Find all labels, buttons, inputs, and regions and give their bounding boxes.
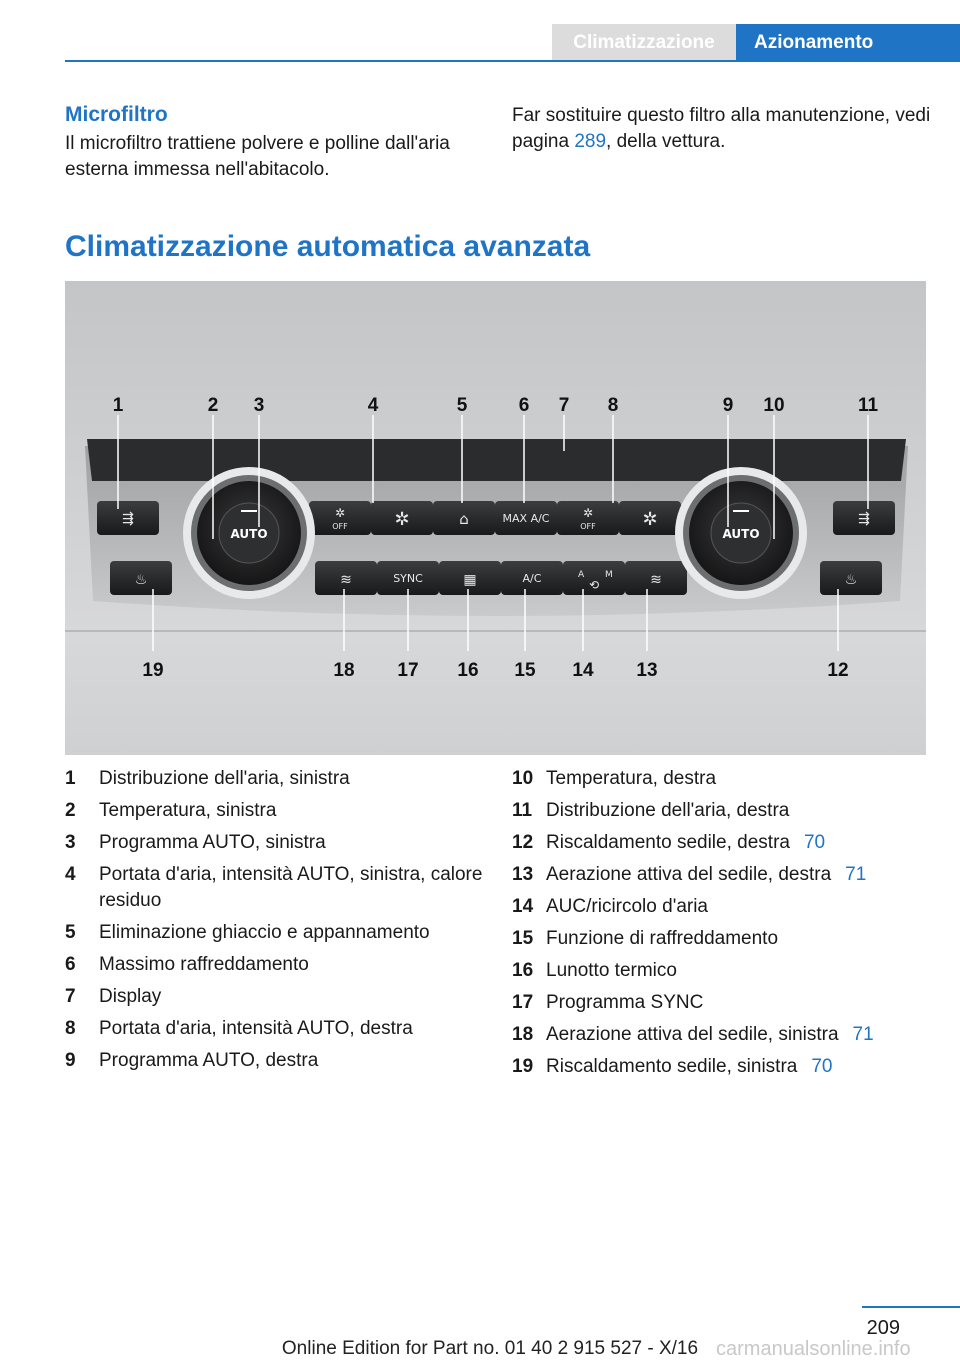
legend-text: Portata d'aria, intensità AUTO, destra	[99, 1018, 413, 1039]
callout-17: 17	[397, 660, 419, 681]
auc-a-label: A	[578, 570, 585, 580]
air-distribution-right-icon: ⇶	[858, 511, 870, 527]
microfiltro-service-text	[512, 103, 932, 155]
legend-text-label: Riscaldamento sedile, destra	[546, 832, 790, 853]
legend-num: 7	[65, 986, 76, 1007]
recirculation-icon: ⟲	[588, 578, 600, 592]
legend-text	[546, 1022, 942, 1048]
seat-ventilation-left-icon: ≋	[340, 572, 352, 588]
legend-num: 13	[512, 864, 534, 885]
legend-item	[65, 952, 495, 978]
callout-12: 12	[827, 660, 849, 681]
callout-11: 11	[857, 395, 879, 416]
legend-item	[512, 990, 942, 1016]
callout-18: 18	[333, 660, 355, 681]
callout-14: 14	[572, 660, 594, 681]
legend-num: 1	[65, 768, 76, 789]
auto-right-label: AUTO	[722, 527, 760, 541]
fan-left-small-icon: ✲	[334, 506, 346, 520]
auto-right-minus-mark	[733, 510, 749, 512]
legend-num: 15	[512, 928, 534, 949]
fan-off-right-label: OFF	[580, 522, 596, 531]
legend-num: 6	[65, 954, 76, 975]
temperature-knob-right[interactable]	[675, 467, 807, 599]
legend-num: 5	[65, 922, 76, 943]
page-ref-link[interactable]: 70	[803, 832, 826, 853]
temperature-knob-left[interactable]	[183, 467, 315, 599]
legend-num: 19	[512, 1056, 534, 1077]
auto-left-minus-mark	[241, 510, 257, 512]
legend-text: Programma AUTO, destra	[99, 1050, 319, 1071]
legend-text: Funzione di raffreddamento	[546, 928, 779, 949]
legend-item	[512, 1022, 942, 1048]
legend-right	[512, 766, 942, 1086]
microfiltro-right-column	[512, 103, 932, 155]
legend-item	[512, 894, 942, 920]
legend-text	[546, 1054, 942, 1080]
auto-left-label: AUTO	[230, 527, 268, 541]
callout-16: 16	[457, 660, 479, 681]
microfiltro-left-column	[65, 103, 485, 183]
max-ac-label: MAX A/C	[502, 512, 550, 525]
legend-item	[512, 798, 942, 824]
microfiltro-title: Microfiltro	[65, 103, 168, 126]
section-title: Climatizzazione automatica avanzata	[65, 230, 591, 263]
auc-m-label: M	[605, 570, 613, 580]
legend-item	[65, 830, 495, 856]
legend-left	[65, 766, 495, 1080]
legend-item	[65, 798, 495, 824]
service-text-before: Far sostituire questo filtro alla manutenzione, vedi pagina	[512, 105, 931, 152]
seat-heating-right-icon: ♨	[844, 572, 858, 588]
legend-num: 3	[65, 832, 76, 853]
legend-text: Display	[99, 986, 162, 1007]
page-ref-link[interactable]: 71	[852, 1024, 874, 1045]
page-link-289[interactable]: 289	[574, 131, 607, 152]
microfiltro-text: Il microfiltro trattiene polvere e polline dall'aria esterna immessa nell'abitacolo.	[65, 133, 450, 180]
footer-rule	[862, 1306, 960, 1308]
callout-13: 13	[636, 660, 658, 681]
page-ref-link[interactable]: 70	[811, 1056, 833, 1077]
page-ref-link[interactable]: 71	[845, 864, 867, 885]
legend-item	[65, 1048, 495, 1074]
fan-right-small-icon: ✲	[582, 506, 594, 520]
legend-item	[512, 1054, 942, 1080]
fan-right-icon: ✲	[642, 509, 658, 530]
callout-1: 1	[112, 395, 124, 416]
edition-line: Online Edition for Part no. 01 40 2 915 527 - X/16	[281, 1338, 699, 1359]
legend-num: 8	[65, 1018, 76, 1039]
legend-num: 11	[512, 800, 533, 821]
legend-num: 12	[512, 832, 534, 853]
legend-text: Distribuzione dell'aria, destra	[546, 800, 790, 821]
callout-2: 2	[207, 395, 219, 416]
legend-item	[512, 926, 942, 952]
legend-num: 9	[65, 1050, 76, 1071]
header-section-tab: Climatizzazione	[552, 24, 736, 62]
callout-7: 7	[558, 395, 570, 416]
seat-ventilation-right-icon: ≋	[650, 572, 662, 588]
callout-4: 4	[367, 395, 379, 416]
legend-text	[546, 830, 942, 856]
defrost-icon: ⌂	[459, 510, 469, 528]
legend-text: Massimo raffreddamento	[99, 954, 309, 975]
legend-item	[512, 830, 942, 856]
callout-5: 5	[456, 395, 468, 416]
legend-text: Eliminazione ghiaccio e appannamento	[99, 922, 430, 943]
callout-9: 9	[722, 395, 734, 416]
legend-item	[512, 958, 942, 984]
legend-num: 18	[512, 1024, 534, 1045]
ac-label: A/C	[522, 572, 542, 585]
display-strip	[87, 439, 906, 481]
watermark: carmanualsonline.info	[716, 1338, 911, 1360]
legend-num: 16	[512, 960, 534, 981]
callout-19: 19	[142, 660, 164, 681]
legend-item	[512, 862, 942, 888]
header-rule	[65, 60, 960, 62]
page-number: 209	[866, 1317, 900, 1339]
sync-label: SYNC	[393, 572, 423, 585]
callout-15: 15	[514, 660, 536, 681]
legend-num: 10	[512, 768, 534, 789]
legend-item	[65, 920, 495, 946]
legend-text: Temperatura, destra	[546, 768, 717, 789]
callout-3: 3	[253, 395, 265, 416]
legend-text: AUC/ricircolo d'aria	[546, 896, 709, 917]
callout-10: 10	[763, 395, 785, 416]
fan-left-icon: ✲	[394, 509, 410, 530]
legend-item	[65, 1016, 495, 1042]
legend-item	[65, 984, 495, 1010]
legend-text-label: Aerazione attiva del sedile, sinistra	[546, 1024, 839, 1045]
legend-text	[546, 862, 942, 888]
climate-panel-figure	[65, 281, 926, 755]
legend-text: Programma AUTO, sinistra	[99, 832, 326, 853]
legend-text: Distribuzione dell'aria, sinistra	[99, 768, 350, 789]
legend-text-label: Riscaldamento sedile, sinistra	[546, 1056, 798, 1077]
legend-item	[65, 862, 495, 914]
legend-num: 2	[65, 800, 76, 821]
callout-8: 8	[607, 395, 619, 416]
callout-6: 6	[518, 395, 530, 416]
service-text-after: , della vettura.	[606, 131, 726, 152]
rear-defrost-icon: ▦	[463, 572, 477, 588]
legend-item	[512, 766, 942, 792]
seat-heating-left-icon: ♨	[134, 572, 148, 588]
legend-num: 14	[512, 896, 534, 917]
legend-item	[65, 766, 495, 792]
legend-text-label: Aerazione attiva del sedile, destra	[546, 864, 832, 885]
header-chapter-tab: Azionamento	[736, 24, 960, 62]
legend-num: 4	[65, 864, 76, 885]
legend-text: Programma SYNC	[546, 992, 704, 1013]
fan-off-left-label: OFF	[332, 522, 348, 531]
legend-num: 17	[512, 992, 534, 1013]
legend-text: Lunotto termico	[546, 960, 677, 981]
air-distribution-left-icon: ⇶	[122, 511, 134, 527]
legend-text: Portata d'aria, intensità AUTO, sinistra, calore residuo	[99, 864, 483, 911]
legend-text: Temperatura, sinistra	[99, 800, 277, 821]
